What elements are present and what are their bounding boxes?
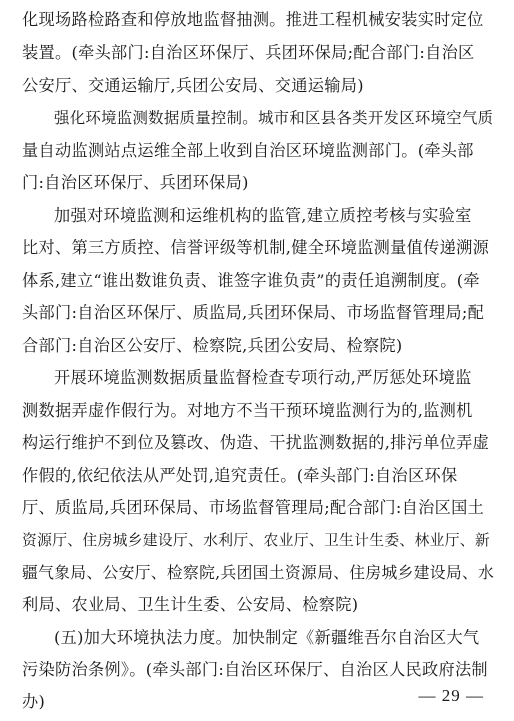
text-line: 办) xyxy=(22,692,46,711)
text-line: 公安厅、交通运输厅,兵团公安局、交通运输局) xyxy=(22,76,364,95)
text-line: 利局、农业局、卫生计生委、公安局、检察院) xyxy=(22,595,359,614)
text-line: 测数据弄虚作假行为。对地方不当干预环境监测行为的,监测机 xyxy=(22,401,473,420)
text-line: 作假的,依纪依法从严处罚,追究责任。(牵头部门:自治区环保 xyxy=(22,466,458,485)
text-line: 污染防治条例》。(牵头部门:自治区环保厅、自治区人民政府法制 xyxy=(22,660,488,679)
text-line: 头部门:自治区环保厅、质监局,兵团环保局、市场监督管理局;配 xyxy=(22,303,485,322)
text-line: 疆气象局、公安厅、检察院,兵团国土资源局、住房城乡建设局、水 xyxy=(22,563,495,582)
text-line: 厅、质监局,兵团环保局、市场监督管理局;配合部门:自治区国土 xyxy=(22,498,485,517)
text-line: 量自动监测站点运维全部上收到自治区环境监测部门。(牵头部 xyxy=(22,141,474,160)
text-line: 门:自治区环保厅、兵团环保局) xyxy=(22,173,249,192)
paragraph-first-line: 加强对环境监测和运维机构的监管,建立质控考核与实验室 xyxy=(54,206,472,225)
text-line: 体系,建立“谁出数谁负责、谁签字谁负责”的责任追溯制度。(牵 xyxy=(22,271,480,290)
text-line: 资源厅、住房城乡建设厅、水利厅、农业厅、卫生计生委、林业厅、新 xyxy=(22,532,491,549)
text-line: 构运行维护不到位及篡改、伪造、干扰监测数据的,排污单位弄虚 xyxy=(22,433,490,452)
document-page xyxy=(22,0,494,721)
text-line: 比对、第三方质控、信誉评级等机制,健全环境监测量值传递溯源 xyxy=(22,238,490,257)
text-line: 化现场路检路查和停放地监督抽测。推进工程机械安装实时定位 xyxy=(22,10,484,29)
section-heading-line: (五)加大环境执法力度。加快制定《新疆维吾尔自治区大气 xyxy=(54,628,480,647)
text-line: 装置。(牵头部门:自治区环保厅、兵团环保局;配合部门:自治区 xyxy=(22,43,475,62)
paragraph-first-line: 强化环境监测数据质量控制。城市和区县各类开发区环境空气质 xyxy=(54,109,494,127)
text-line: 合部门:自治区公安厅、检察院,兵团公安局、检察院) xyxy=(22,336,403,355)
page-number: — 29 — xyxy=(418,686,484,705)
paragraph-first-line: 开展环境监测数据质量监督检查专项行动,严厉惩处环境监 xyxy=(54,368,472,387)
